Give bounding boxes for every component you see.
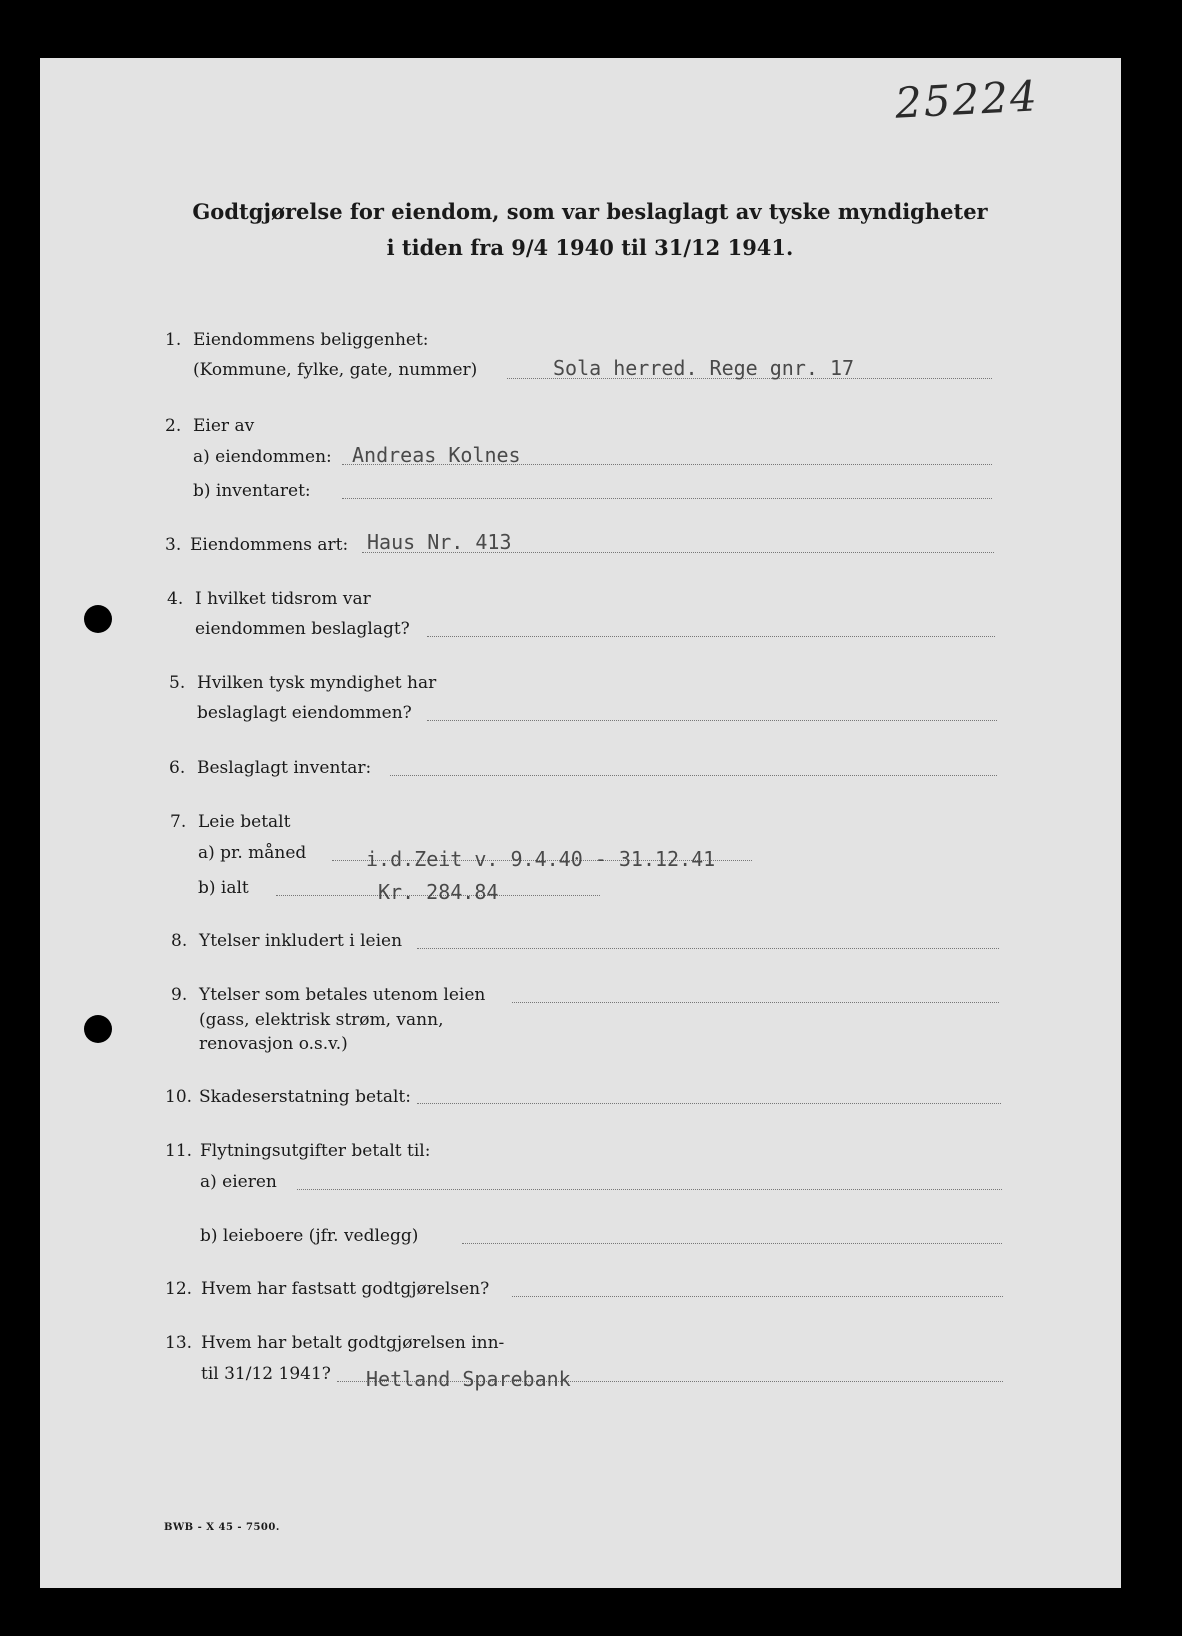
q1-number: 1. bbox=[165, 330, 182, 350]
q2-label: Eier av bbox=[193, 416, 255, 436]
q1-answer: Sola herred. Rege gnr. 17 bbox=[553, 356, 855, 380]
q9-label-3: renovasjon o.s.v.) bbox=[199, 1034, 348, 1054]
q7b-label: b) ialt bbox=[198, 878, 249, 898]
q10-label: Skadeserstatning betalt: bbox=[199, 1087, 411, 1107]
title-line-2: i tiden fra 9/4 1940 til 31/12 1941. bbox=[386, 235, 794, 260]
q8-label: Ytelser inkludert i leien bbox=[199, 931, 403, 951]
q7a-label: a) pr. måned bbox=[198, 843, 307, 863]
q12-label: Hvem har fastsatt godtgjørelsen? bbox=[201, 1279, 490, 1299]
q5-label-2: beslaglagt eiendommen? bbox=[197, 703, 412, 723]
q11a-label: a) eieren bbox=[200, 1172, 277, 1192]
q2b-answer-line bbox=[342, 498, 992, 499]
punch-hole bbox=[84, 1015, 112, 1043]
q7a-answer: i.d.Zeit v. 9.4.40 - 31.12.41 bbox=[366, 847, 716, 871]
q8-answer-line bbox=[417, 948, 999, 949]
q10-number: 10. bbox=[165, 1087, 193, 1107]
q12-number: 12. bbox=[165, 1279, 193, 1299]
q13-label-2: til 31/12 1941? bbox=[201, 1364, 331, 1384]
q4-answer-line bbox=[427, 636, 995, 637]
q9-number: 9. bbox=[171, 985, 188, 1005]
q13-answer: Hetland Sparebank bbox=[366, 1367, 571, 1391]
q11b-label: b) leieboere (jfr. vedlegg) bbox=[200, 1226, 419, 1246]
q1-sublabel: (Kommune, fylke, gate, nummer) bbox=[193, 360, 478, 380]
q7-label: Leie betalt bbox=[198, 812, 291, 832]
q11-label: Flytningsutgifter betalt til: bbox=[200, 1141, 431, 1161]
form-footer-code: BWB - X 45 - 7500. bbox=[164, 1522, 280, 1533]
q2a-answer: Andreas Kolnes bbox=[352, 443, 521, 467]
q8-number: 8. bbox=[171, 931, 188, 951]
punch-hole bbox=[84, 605, 112, 633]
q4-label-2: eiendommen beslaglagt? bbox=[195, 619, 410, 639]
title-line-1: Godtgjørelse for eiendom, som var beslaglagt av tyske myndigheter bbox=[192, 199, 988, 224]
q3-answer: Haus Nr. 413 bbox=[367, 530, 512, 554]
q3-label: Eiendommens art: bbox=[190, 535, 349, 555]
q9-label: Ytelser som betales utenom leien bbox=[199, 985, 486, 1005]
form-title bbox=[150, 194, 1030, 266]
q2a-label: a) eiendommen: bbox=[193, 447, 332, 467]
q7-number: 7. bbox=[170, 812, 187, 832]
q2-number: 2. bbox=[165, 416, 182, 436]
q4-label: I hvilket tidsrom var bbox=[195, 589, 371, 609]
q11a-answer-line bbox=[297, 1189, 1002, 1190]
q6-answer-line bbox=[390, 775, 997, 776]
q9-label-2: (gass, elektrisk strøm, vann, bbox=[199, 1010, 444, 1030]
q4-number: 4. bbox=[167, 589, 184, 609]
q1-label: Eiendommens beliggenhet: bbox=[193, 330, 429, 350]
q5-number: 5. bbox=[169, 673, 186, 693]
q10-answer-line bbox=[417, 1103, 1001, 1104]
q5-label: Hvilken tysk myndighet har bbox=[197, 673, 437, 693]
q2b-label: b) inventaret: bbox=[193, 481, 311, 501]
archive-number: 25224 bbox=[893, 71, 1040, 128]
q13-number: 13. bbox=[165, 1333, 193, 1353]
q13-label: Hvem har betalt godtgjørelsen inn- bbox=[201, 1333, 505, 1353]
q12-answer-line bbox=[512, 1296, 1003, 1297]
q7b-answer: Kr. 284.84 bbox=[378, 880, 499, 904]
q6-label: Beslaglagt inventar: bbox=[197, 758, 372, 778]
q3-number: 3. bbox=[165, 535, 182, 555]
q11b-answer-line bbox=[462, 1243, 1002, 1244]
q6-number: 6. bbox=[169, 758, 186, 778]
q11-number: 11. bbox=[165, 1141, 193, 1161]
q9-answer-line bbox=[512, 1002, 999, 1003]
q5-answer-line bbox=[427, 720, 997, 721]
